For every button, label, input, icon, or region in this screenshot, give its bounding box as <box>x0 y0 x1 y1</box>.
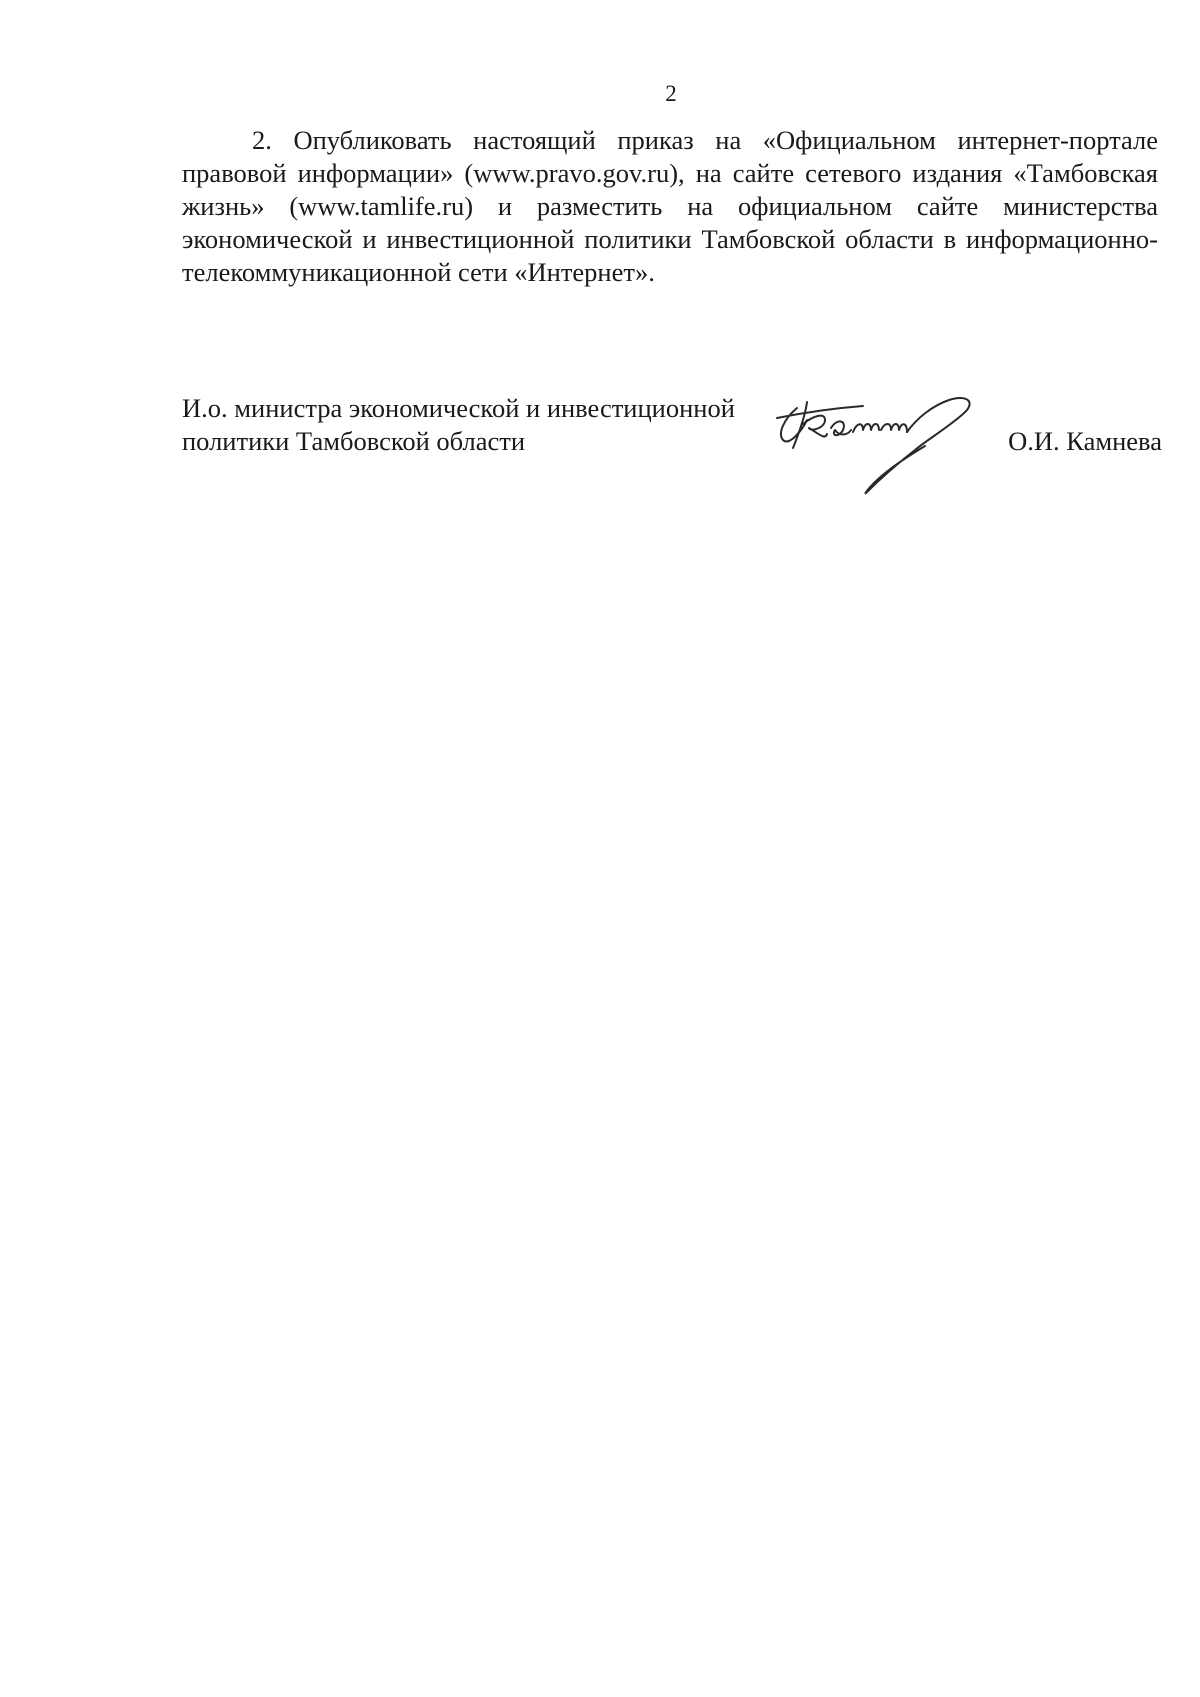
body-paragraph-2: 2. Опубликовать настоящий приказ на «Официальном интернет-портале правовой информации» (www.pravo.gov.ru), на сайте сетевого издания «Тамбовская жизнь» (www.tamlife.ru) и разместить на официальном сайте министерства экономической и инвестиционной политики Тамбовской области в информационно-телекоммуникационной сети «Интернет». <box>182 125 1158 287</box>
signer-name: О.И. Камнева <box>1008 426 1162 456</box>
signer-title <box>182 392 735 458</box>
handwritten-signature-icon <box>767 388 1007 498</box>
signer-title-line-1: И.о. министра экономической и инвестиционной <box>182 393 735 423</box>
page-number: 2 <box>665 81 677 106</box>
signer-title-line-2: политики Тамбовской области <box>182 426 526 456</box>
signature-block <box>182 392 1162 502</box>
